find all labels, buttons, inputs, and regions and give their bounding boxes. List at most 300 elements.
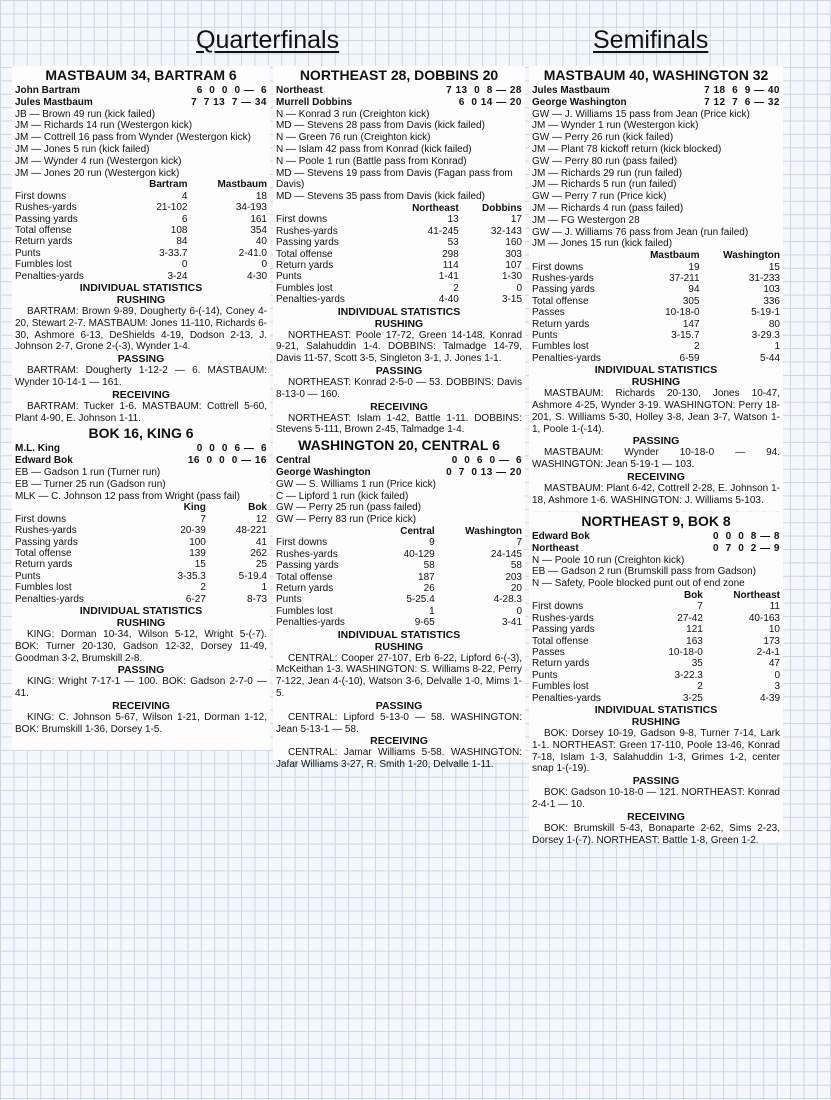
team-stats-row [15, 248, 267, 259]
team-stats-row [532, 613, 780, 624]
stat-cell: 3-24 [167, 270, 188, 282]
quarter-scores: 7 18 6 9 — 40 [704, 85, 780, 96]
stat-cell: 41-245 [427, 225, 459, 237]
stat-section-label: PASSING [375, 365, 423, 378]
quarter-scores: 6 0 14 — 20 [458, 96, 522, 108]
stat-cell: Passing yards [276, 560, 339, 572]
stat-cell: 3-29.3 [751, 330, 780, 341]
quarter-scores: 0 7 0 2 — 9 [712, 542, 780, 554]
stat-section-text: CENTRAL: Jamar Williams 5-58. WASHINGTON: Jafar Williams 3-27, R. Smith 1-20, Delvalle 1-11. [276, 747, 522, 771]
stat-cell: 100 [189, 536, 206, 548]
team-name: Northeast [532, 542, 579, 554]
team-name: Jules Mastbaum [532, 85, 610, 96]
scoring-play: JM — Richards 14 run (Westergon kick) [15, 120, 193, 132]
stat-cell: Passing yards [15, 536, 78, 548]
scoring-play: N — Konrad 3 run (Creighton kick) [276, 108, 430, 120]
team-header-cell [532, 250, 630, 261]
column-1 [12, 66, 270, 750]
stat-section-label: RECEIVING [112, 700, 170, 713]
stat-cell: 20-39 [180, 525, 206, 537]
stat-cell: 1 [774, 341, 780, 353]
stat-cell: 2 [697, 681, 703, 693]
stat-cell: 5-19.4 [238, 570, 267, 582]
team-stats-row [276, 549, 522, 560]
team-stats-table [276, 526, 522, 629]
stat-section-label: RECEIVING [627, 471, 685, 483]
stat-section-label: PASSING [375, 699, 423, 712]
stat-cell: 84 [176, 236, 188, 248]
team-name: George Washington [276, 467, 371, 478]
team-header-cell: Bartram [149, 179, 188, 191]
stat-cell: 1 [429, 605, 435, 617]
stat-cell: 3 [774, 681, 780, 693]
stat-cell: Return yards [15, 236, 73, 248]
stat-cell: Return yards [532, 658, 590, 670]
team-stats-row [15, 571, 267, 582]
stat-section-text: KING: Dorman 10-34, Wilson 5-12, Wright 5-(-7). BOK: Turner 20-130, Gadson 12-32, Dorsey 11-49, Goodman 3-2, Brumskill 2-8. [15, 629, 267, 664]
team-header-cell: Northeast [733, 589, 780, 601]
game-box [15, 425, 267, 735]
team-header-cell: Washington [723, 250, 780, 262]
stat-cell: Total offense [15, 225, 72, 236]
stat-cell: 108 [170, 225, 188, 236]
stat-cell: Penalties-yards [532, 352, 601, 364]
stat-cell: 4-28.3 [493, 594, 522, 606]
stat-cell: 18 [255, 190, 267, 202]
team-header-cell: Mastbaum [217, 179, 267, 191]
stat-cell: Fumbles lost [276, 282, 333, 294]
stat-cell: 103 [763, 284, 780, 296]
stat-cell: 25 [255, 559, 267, 571]
stat-cell: Punts [532, 330, 558, 341]
team-header-cell [532, 590, 646, 601]
stat-section-text: BARTRAM: Dougherty 1-12-2 — 6. MASTBAUM: Wynder 10-14-1 — 161. [15, 365, 267, 389]
stat-section-text: CENTRAL: Cooper 27-107, Erb 6-22, Lipford 6-(-3), McKeithan 1-3. WASHINGTON: S. Williams 8-22, Perry 7-122, Jean 4-(-10), Watson 3-6, Delvalle 1-0, Mims 1-5. [276, 652, 522, 700]
individual-stats-heading: INDIVIDUAL STATISTICS [337, 305, 461, 318]
stat-cell: 2 [200, 582, 206, 594]
team-stats-row [276, 572, 522, 583]
stat-cell: 3-15.7 [671, 330, 700, 341]
stat-cell: Punts [276, 271, 302, 283]
linescore-row [532, 543, 780, 555]
team-stats-row [15, 259, 267, 270]
team-stats-row [532, 670, 780, 681]
quarter-scores: 0 7 0 13 — 20 [446, 467, 522, 478]
stat-section-text: NORTHEAST: Konrad 2-5-0 — 53. DOBBINS: Davis 8-13-0 — 160. [276, 377, 522, 400]
scoring-play: N — Poole 10 run (Creighton kick) [532, 554, 685, 566]
team-stats-header [532, 590, 780, 601]
scoring-play: MD — Stevens 35 pass from Davis (kick failed) [276, 191, 485, 203]
stat-cell: Penalties-yards [276, 617, 345, 629]
stat-cell: Passes [532, 307, 565, 319]
team-header-cell [15, 179, 126, 190]
stat-cell: 40-129 [403, 548, 435, 560]
game-box [276, 437, 522, 771]
stat-cell: Fumbles lost [276, 605, 333, 617]
team-header-cell: Bok [683, 589, 703, 601]
team-stats-row [276, 249, 522, 260]
team-stats-table [532, 590, 780, 704]
stat-section-text: KING: C. Johnson 5-67, Wilson 1-21, Dorman 1-12, BOK: Brumskill 1-36, Dorsey 1-5. [15, 712, 267, 735]
stat-cell: 0 [261, 259, 267, 271]
stat-cell: First downs [15, 190, 67, 202]
team-header-cell [276, 203, 385, 214]
stat-cell: Punts [15, 247, 41, 259]
stat-cell: 32-143 [490, 225, 522, 237]
stat-cell: 19 [688, 261, 700, 273]
stat-cell: 336 [763, 295, 780, 307]
game-box [532, 67, 780, 507]
stat-cell: Return yards [532, 318, 590, 330]
team-stats-header [532, 250, 780, 261]
team-stats-row [532, 353, 780, 364]
team-header-cell: Central [400, 525, 435, 537]
scoring-play: MD — Stevens 28 pass from Davis (kick failed) [276, 120, 485, 132]
stat-cell: Return yards [276, 583, 334, 595]
game-title: BOK 16, KING 6 [88, 425, 194, 442]
team-stats-header [15, 502, 267, 513]
quarter-scores: 6 0 0 0 — 6 [196, 85, 267, 96]
stat-cell: 262 [250, 548, 267, 560]
stat-section-label: PASSING [632, 435, 680, 448]
team-stats-row [15, 548, 267, 559]
team-header-cell: Mastbaum [650, 250, 700, 262]
scoring-play: JM — Jones 15 run (kick failed) [532, 238, 673, 250]
linescore-row [276, 85, 522, 97]
stat-cell: Punts [15, 570, 41, 582]
stat-cell: 9 [429, 537, 435, 549]
stat-cell: 80 [768, 318, 780, 330]
scoring-play: MLK — C. Johnson 12 pass from Wright (pass fail) [15, 490, 240, 502]
stat-cell: Return yards [276, 260, 334, 271]
column-3-lower [529, 512, 783, 846]
stat-cell: Fumbles lost [532, 341, 589, 353]
stat-section-label: RECEIVING [370, 735, 428, 748]
scoring-play: JM — Richards 29 run (run failed) [532, 167, 683, 179]
team-stats-row [276, 283, 522, 294]
stat-cell: Rushes-yards [276, 225, 338, 237]
stat-cell: 305 [682, 295, 700, 307]
stat-cell: Total offense [15, 548, 72, 560]
stat-cell: 139 [189, 548, 206, 560]
stat-cell: 37-211 [669, 272, 700, 284]
team-stats-row [532, 319, 780, 330]
team-stats-row [276, 237, 522, 248]
stat-cell: 94 [688, 284, 700, 296]
team-stats-row [15, 191, 267, 202]
stat-cell: 10-18-0 [665, 307, 700, 319]
stat-cell: 107 [505, 260, 522, 271]
stat-cell: 354 [250, 225, 267, 236]
stat-cell: 6-27 [185, 593, 206, 605]
scoring-play: EB — Gadson 1 run (Turner run) [15, 467, 161, 478]
team-stats-row [532, 341, 780, 352]
team-header-cell: Bok [248, 502, 267, 514]
stat-cell: 40 [255, 236, 267, 248]
semifinals-heading: Semifinals [593, 26, 709, 54]
team-stats-row [532, 307, 780, 318]
stat-cell: 48-221 [235, 525, 267, 537]
stat-section-label: RUSHING [116, 294, 166, 307]
stat-cell: Total offense [276, 571, 333, 583]
stat-cell: 0 [516, 605, 522, 617]
linescore-row [276, 467, 522, 479]
team-name: Edward Bok [15, 455, 73, 467]
stat-cell: 31-233 [748, 272, 780, 284]
stat-cell: 13 [447, 214, 459, 226]
stat-cell: 4 [181, 190, 188, 202]
team-header-cell: King [183, 502, 206, 514]
stat-cell: 58 [510, 560, 522, 572]
stat-cell: Rushes-yards [532, 612, 594, 624]
team-stats-row [15, 202, 267, 213]
stat-section-text: MASTBAUM: Wynder 10-18-0 — 94. WASHINGTON: Jean 5-19-1 — 103. [532, 447, 780, 471]
team-stats-row [15, 514, 267, 525]
stat-cell: First downs [532, 601, 584, 613]
team-header-cell: Northeast [412, 202, 459, 214]
team-stats-row [532, 693, 780, 704]
game-box [532, 513, 780, 846]
individual-stats-heading: INDIVIDUAL STATISTICS [79, 605, 203, 618]
team-stats-row [276, 226, 522, 237]
stat-cell: 7 [697, 601, 703, 613]
stat-cell: Total offense [532, 635, 589, 647]
scoring-play: GW — Perry 25 run (pass failed) [276, 502, 422, 514]
stat-cell: 161 [250, 213, 267, 225]
stat-cell: Punts [532, 669, 558, 681]
team-stats-row [532, 647, 780, 658]
linescore-row [15, 443, 267, 455]
stat-cell: 40-163 [748, 612, 780, 624]
stat-section-text: CENTRAL: Lipford 5-13-0 — 58. WASHINGTON: Jean 5-13-1 — 58. [276, 711, 522, 735]
scoring-play: MD — Stevens 19 pass from Davis (Fagan pass from Davis) [276, 167, 513, 191]
stat-cell: 24-145 [490, 548, 522, 560]
stat-cell: 15 [768, 261, 780, 273]
scoring-play: C — Lipford 1 run (kick failed) [276, 490, 409, 502]
stat-cell: 6-59 [679, 352, 700, 364]
linescore-row [532, 85, 780, 97]
stat-cell: 3-33.7 [159, 247, 188, 259]
team-stats-row [15, 225, 267, 236]
stat-section-text: NORTHEAST: Poole 17-72, Green 14-148, Konrad 9-21, Salahuddin 1-4. DOBBINS: Talmadge 14-79, Davis 11-57, Scott 3-5, Singleton 3-1, J. Jones 1-1. [276, 329, 522, 365]
stat-cell: Rushes-yards [532, 272, 594, 284]
stat-section-text: MASTBAUM: Richards 20-130, Jones 10-47, Ashmore 4-25, Wynder 3-19. WASHINGTON: Perry 18-201, S. Williams 5-30, Holley 3-8, Jean 3-7, Watson 1-1, Poole 1-(-14). [532, 388, 780, 435]
individual-stats-heading: INDIVIDUAL STATISTICS [594, 364, 718, 377]
stat-cell: 26 [423, 583, 435, 595]
team-stats-row [532, 658, 780, 669]
scoring-play: JM — Richards 5 run (run failed) [532, 179, 677, 191]
scoring-play: GW — Perry 7 run (Price kick) [532, 191, 667, 203]
stat-cell: Penalties-yards [15, 270, 84, 282]
linescore-row [15, 85, 267, 97]
stat-cell: 20 [510, 583, 522, 595]
linescore-row [276, 455, 522, 467]
game-title: WASHINGTON 20, CENTRAL 6 [298, 437, 500, 454]
stat-section-label: RECEIVING [370, 400, 428, 413]
stat-cell: Rushes-yards [276, 548, 338, 560]
stat-cell: 10 [768, 624, 780, 636]
team-header-cell [15, 502, 150, 513]
stat-cell: 10-18-0 [668, 647, 703, 659]
team-stats-row [15, 559, 267, 570]
team-stats-table [532, 250, 780, 364]
stat-cell: 9-65 [414, 617, 435, 629]
team-stats-row [532, 624, 780, 635]
scoring-play: GW — Perry 83 run (Price kick) [276, 514, 417, 526]
team-stats-row [532, 330, 780, 341]
stat-cell: 203 [505, 571, 522, 583]
team-stats-row [276, 214, 522, 225]
linescore-row [276, 97, 522, 109]
team-stats-row [276, 294, 522, 305]
stat-cell: Fumbles lost [15, 259, 72, 271]
stat-cell: First downs [276, 214, 328, 226]
stat-section-label: RUSHING [374, 317, 424, 330]
stat-cell: 298 [442, 248, 459, 260]
team-stats-row [532, 273, 780, 284]
team-stats-row [15, 582, 267, 593]
team-stats-header [276, 203, 522, 214]
stat-cell: 2-41.0 [238, 247, 267, 259]
stat-cell: 12 [255, 513, 267, 525]
scoring-play: GW — Perry 26 run (kick failed) [532, 132, 674, 144]
stat-section-label: RUSHING [631, 716, 681, 729]
scoring-play: GW — Perry 80 run (pass failed) [532, 155, 678, 167]
team-stats-row [532, 601, 780, 612]
stat-section-label: RECEIVING [112, 388, 170, 401]
scoring-play: GW — S. Williams 1 run (Price kick) [276, 478, 437, 490]
team-stats-row [15, 236, 267, 247]
stat-cell: 53 [447, 237, 459, 249]
stat-cell: First downs [276, 537, 328, 549]
stat-section-text: BOK: Brumskill 5-43, Bonaparte 2-62, Sims 2-23, Dorsey 1-(-7). NORTHEAST: Battle 1-8, Green 1-2. [532, 822, 780, 846]
team-stats-row [532, 296, 780, 307]
team-stats-row [532, 636, 780, 647]
stat-cell: Rushes-yards [15, 525, 77, 537]
team-stats-row [532, 284, 780, 295]
quarterfinals-heading: Quarterfinals [196, 26, 340, 54]
team-name: Edward Bok [532, 531, 590, 542]
stat-cell: 7 [516, 537, 522, 549]
stat-cell: 303 [505, 248, 522, 260]
stat-cell: 7 [200, 513, 206, 525]
stat-cell: Passes [532, 647, 565, 659]
stat-cell: Passing yards [532, 284, 595, 296]
stat-cell: 2-4-1 [756, 647, 780, 659]
stat-section-label: RUSHING [374, 640, 424, 653]
stat-cell: 147 [682, 318, 700, 330]
scoring-play: JM — Jones 20 run (Westergon kick) [15, 167, 180, 179]
individual-stats-heading: INDIVIDUAL STATISTICS [594, 704, 718, 717]
scoring-play: JB — Brown 49 run (kick failed) [15, 108, 156, 120]
stat-section-text: BOK: Dorsey 10-19, Gadson 9-8, Turner 7-14, Lark 1-1. NORTHEAST: Green 17-110, Poole 13-46, Konrad 7-18, Islam 1-3, Salahuddin 1-3, Grimes 1-2, center snap 1-(-19). [532, 728, 780, 775]
team-stats-row [276, 617, 522, 628]
stat-cell: 21-102 [156, 202, 188, 214]
team-stats-row [276, 560, 522, 571]
scoring-play: GW — J. Williams 15 pass from Jean (Price kick) [532, 108, 750, 120]
stat-cell: 0 [181, 259, 188, 271]
stat-cell: 5-44 [759, 352, 780, 364]
team-stats-row [15, 594, 267, 605]
team-stats-row [532, 262, 780, 273]
stat-cell: 2 [693, 341, 700, 353]
scoring-play: JM — Cottrell 16 pass from Wynder (Westergon kick) [15, 132, 251, 144]
stat-cell: 163 [686, 635, 703, 647]
stat-cell: 0 [516, 282, 522, 294]
quarter-scores: 16 0 0 0 — 16 [187, 455, 267, 467]
quarter-scores: 0 0 0 8 — 8 [712, 531, 780, 542]
team-stats-table [276, 203, 522, 306]
game-box [15, 67, 267, 424]
stat-cell: Passing yards [532, 624, 595, 636]
stat-cell: 4-39 [759, 692, 780, 704]
stat-cell: 6 [181, 213, 188, 225]
team-header-cell [276, 526, 382, 537]
quarter-scores: 0 0 6 0 — 6 [451, 455, 522, 467]
stat-cell: 17 [510, 214, 522, 226]
scoring-play: JM — Richards 4 run (pass failed) [532, 202, 684, 214]
team-stats-row [532, 681, 780, 692]
stat-cell: Punts [276, 594, 302, 606]
quarter-scores: 7 12 7 6 — 32 [704, 96, 780, 108]
scoring-play: N — Poole 1 run (Battle pass from Konrad) [276, 155, 467, 167]
stat-section-label: PASSING [117, 353, 165, 366]
stat-cell: 5-25.4 [406, 594, 435, 606]
stat-cell: 1-30 [501, 271, 522, 283]
stat-section-text: BARTRAM: Brown 9-89, Dougherty 6-(-14), Coney 4-20, Stewart 2-7. MASTBAUM: Jones 11-110, Richards 6-30, Ashmore 6-13, DeShields 4-19, Dodson 2-13, J. Johnson 2-7, Grone 2-(-3), Wynder 1-4. [15, 306, 267, 353]
team-stats-row [276, 537, 522, 548]
team-name: M.L. King [15, 443, 60, 455]
stat-section-label: PASSING [117, 664, 165, 677]
stat-cell: 2 [453, 282, 459, 294]
scoring-play: N — Green 76 run (Creighton kick) [276, 132, 431, 144]
stat-cell: 34-193 [235, 202, 267, 214]
column-2 [273, 66, 525, 771]
stat-cell: 173 [763, 635, 780, 647]
scoring-play: JM — Wynder 1 run (Westergon kick) [532, 120, 699, 132]
stat-cell: Penalties-yards [15, 593, 84, 605]
stat-cell: 3-35.3 [177, 570, 206, 582]
team-name: Murrell Dobbins [276, 96, 353, 108]
quarter-scores: 7 13 0 8 — 28 [446, 85, 522, 96]
stat-cell: 8-73 [246, 593, 267, 605]
stat-section-text: BOK: Gadson 10-18-0 — 121. NORTHEAST: Konrad 2-4-1 — 10. [532, 787, 780, 811]
stat-cell: Return yards [15, 559, 73, 571]
stat-cell: 121 [686, 624, 703, 636]
stat-cell: 187 [418, 571, 435, 583]
stat-section-text: NORTHEAST: Islam 1-42, Battle 1-11. DOBBINS: Stevens 5-111, Brown 2-45, Talmadge 1-4. [276, 412, 522, 436]
stat-cell: 1-41 [438, 271, 459, 283]
stat-section-text: MASTBAUM: Plant 6-42, Cottrell 2-28, E. Johnson 1-18, Ashmore 1-6. WASHINGTON: J. Williams 5-103. [532, 483, 780, 506]
stat-section-text: KING: Wright 7-17-1 — 100. BOK: Gadson 2-7-0 — 41. [15, 676, 267, 700]
scoring-play: N — Safety, Poole blocked punt out of end zone [532, 578, 745, 590]
team-stats-row [276, 606, 522, 617]
stat-cell: 1 [261, 582, 267, 594]
stat-cell: 4-40 [438, 294, 459, 306]
scoring-play: GW — J. Williams 76 pass from Jean (run failed) [532, 226, 749, 238]
stat-section-text: BARTRAM: Tucker 1-6. MASTBAUM: Cottrell 5-60, Plant 4-90, E. Johnson 1-11. [15, 400, 267, 424]
team-header-cell: Dobbins [482, 202, 522, 214]
stat-cell: 3-25 [682, 692, 703, 704]
linescore-row [15, 455, 267, 467]
stat-cell: 5-19-1 [751, 307, 780, 319]
quarter-scores: 7 7 13 7 — 34 [191, 96, 267, 108]
team-stats-row [276, 583, 522, 594]
scoring-play: JM — FG Westergon 28 [532, 214, 640, 226]
game-title: NORTHEAST 28, DOBBINS 20 [299, 67, 499, 83]
quarter-scores: 0 0 0 6 — 6 [196, 443, 267, 455]
stat-cell: Penalties-yards [532, 692, 601, 704]
